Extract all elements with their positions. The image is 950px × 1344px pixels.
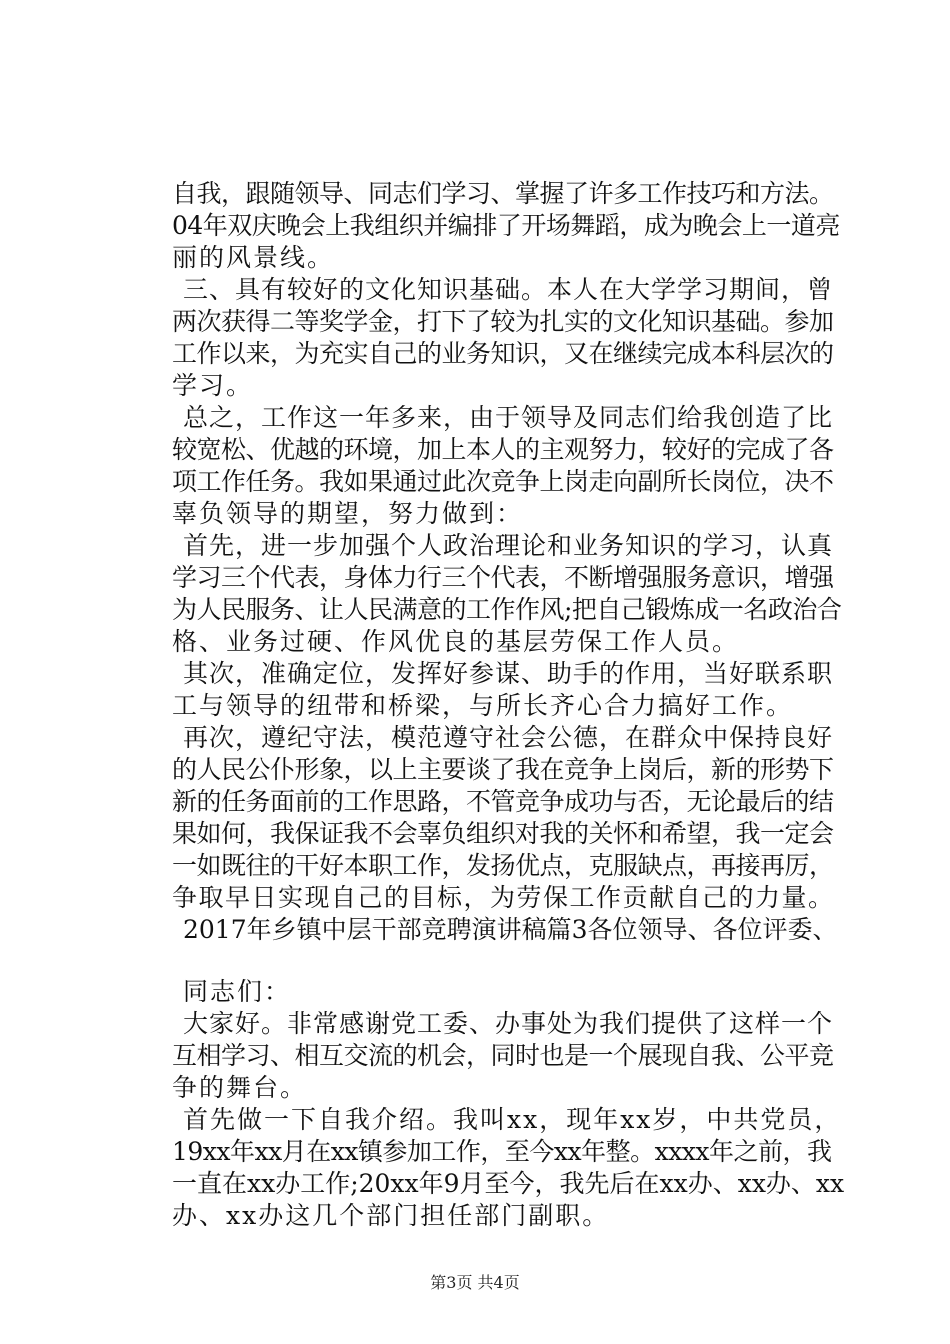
text-line: 学习。 (172, 371, 254, 400)
text-line: 新的任务面前的工作思路，不管竞争成功与否，无论最后的结 (172, 787, 834, 816)
text-line: 自我，跟随领导、同志们学习、掌握了许多工作技巧和方法。 (172, 179, 834, 208)
text-line: 学习三个代表，身体力行三个代表，不断增强服务意识，增强 (172, 563, 834, 592)
text-line: 19xx年xx月在xx镇参加工作，至今xx年整。xxxx年之前，我 (172, 1137, 832, 1166)
text-line: 首先做一下自我介绍。我叫xx，现年xx岁，中共党员， (183, 1105, 842, 1134)
text-line: 一如既往的干好本职工作，发扬优点，克服缺点，再接再厉， (172, 851, 834, 880)
text-line: 工与领导的纽带和桥梁，与所长齐心合力搞好工作。 (172, 691, 794, 720)
text-line: 果如何，我保证我不会辜负组织对我的关怀和希望，我一定会 (172, 819, 834, 848)
text-line: 争取早日实现自己的目标，为劳保工作贡献自己的力量。 (172, 883, 835, 912)
text-line: 三、具有较好的文化知识基础。本人在大学学习期间，曾 (183, 275, 834, 304)
text-line: 争的舞台。 (172, 1073, 308, 1102)
text-line: 互相学习、相互交流的机会，同时也是一个展现自我、公平竞 (172, 1041, 834, 1070)
text-line: 辜负领导的期望，努力做到： (172, 499, 524, 528)
text-line: 格、业务过硬、作风优良的基层劳保工作人员。 (172, 627, 740, 656)
text-line: 项工作任务。我如果通过此次竞争上岗走向副所长岗位，决不 (172, 467, 834, 496)
text-line: 办、xx办这几个部门担任部门副职。 (172, 1201, 610, 1230)
text-line: 再次，遵纪守法，模范遵守社会公德，在群众中保持良好 (183, 723, 834, 752)
text-line: 04年双庆晚会上我组织并编排了开场舞蹈，成为晚会上一道亮 (172, 211, 840, 240)
text-line: 的人民公仆形象，以上主要谈了我在竞争上岗后，新的形势下 (172, 755, 834, 784)
text-line: 大家好。非常感谢党工委、办事处为我们提供了这样一个 (183, 1009, 834, 1038)
text-line: 其次，准确定位，发挥好参谋、助手的作用，当好联系职 (183, 659, 834, 688)
text-line: 两次获得二等奖学金，打下了较为扎实的文化知识基础。参加 (172, 307, 834, 336)
text-line: 较宽松、优越的环境，加上本人的主观努力，较好的完成了各 (172, 435, 834, 464)
text-line: 同志们： (183, 977, 292, 1006)
text-line: 首先，进一步加强个人政治理论和业务知识的学习，认真 (183, 531, 834, 560)
page-number-footer: 第3页 共4页 (430, 1273, 520, 1292)
text-line: 为人民服务、让人民满意的工作作风;把自己锻炼成一名政治合 (172, 595, 842, 624)
text-line: 一直在xx办工作;20xx年9月至今，我先后在xx办、xx办、xx (172, 1169, 845, 1198)
text-line: 丽的风景线。 (172, 243, 335, 272)
section-heading-line: 2017年乡镇中层干部竞聘演讲稿篇3各位领导、各位评委、 (183, 915, 838, 944)
text-line: 总之，工作这一年多来，由于领导及同志们给我创造了比 (183, 403, 834, 432)
text-line: 工作以来，为充实自己的业务知识，又在继续完成本科层次的 (172, 339, 834, 368)
